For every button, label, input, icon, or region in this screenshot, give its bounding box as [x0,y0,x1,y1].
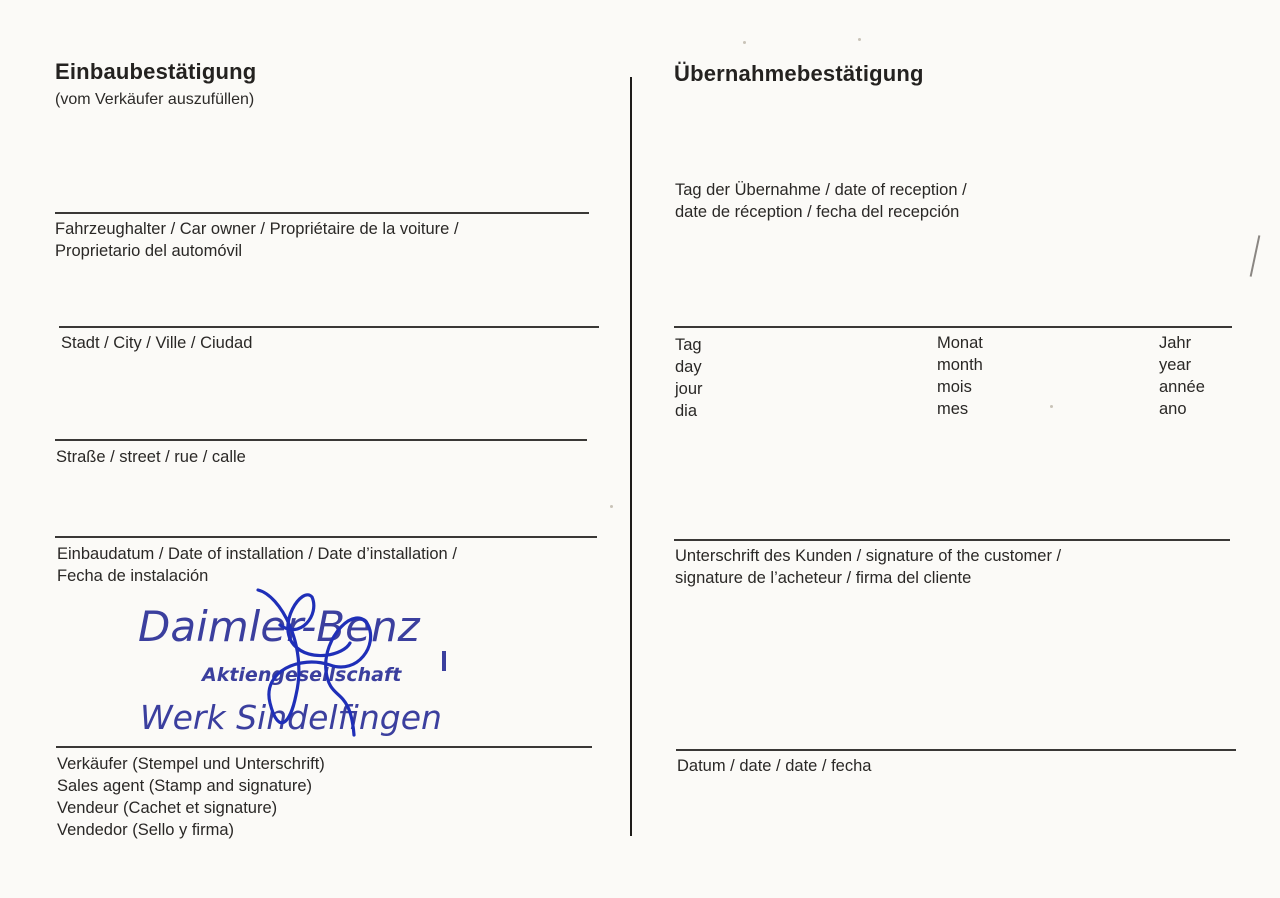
reception-date-line[interactable] [674,326,1232,328]
column-divider [630,77,632,836]
paper-mark [1250,235,1261,276]
stamp-line-1: Daimler-Benz [138,602,420,651]
customer-signature-label: Unterschrift des Kunden / signature of the customer / signature de l’acheteur / firma del cliente [675,547,1062,587]
date-label: Datum / date / date / fecha [677,757,872,775]
city-line[interactable] [59,326,599,328]
city-label: Stadt / City / Ville / Ciudad [61,334,253,352]
speckle [743,41,746,44]
install-date-line[interactable] [55,536,597,538]
installation-confirmation-subtitle: (vom Verkäufer auszufüllen) [55,91,255,108]
car-owner-line[interactable] [55,212,589,214]
install-date-label: Einbaudatum / Date of installation / Date d’installation / Fecha de instalación [57,545,457,585]
speckle [1050,405,1053,408]
stamp-line-3: Werk Sindelfingen [140,698,442,737]
street-label: Straße / street / rue / calle [56,448,246,466]
speckle [610,505,613,508]
reception-date-label: Tag der Übernahme / date of reception / date de réception / fecha del recepción [675,181,967,221]
day-column: Tag day jour dia [675,336,703,420]
month-column: Monat month mois mes [937,334,983,418]
seller-line[interactable] [56,746,592,748]
reception-confirmation-title: Übernahmebestätigung [674,61,924,86]
street-line[interactable] [55,439,587,441]
customer-signature-line[interactable] [674,539,1230,541]
speckle [858,38,861,41]
date-line[interactable] [676,749,1236,751]
installation-confirmation-title: Einbaubestätigung [55,59,257,84]
year-column: Jahr year année ano [1159,334,1205,418]
stamp-line-2: Aktiengesellschaft [202,664,402,686]
seller-label: Verkäufer (Stempel und Unterschrift) Sales agent (Stamp and signature) Vendeur (Cachet et signature) Vendedor (Sello y firma) [57,755,325,839]
dealer-stamp [130,585,460,755]
car-owner-label: Fahrzeughalter / Car owner / Propriétaire de la voiture / Proprietario del automóvil [55,220,459,260]
